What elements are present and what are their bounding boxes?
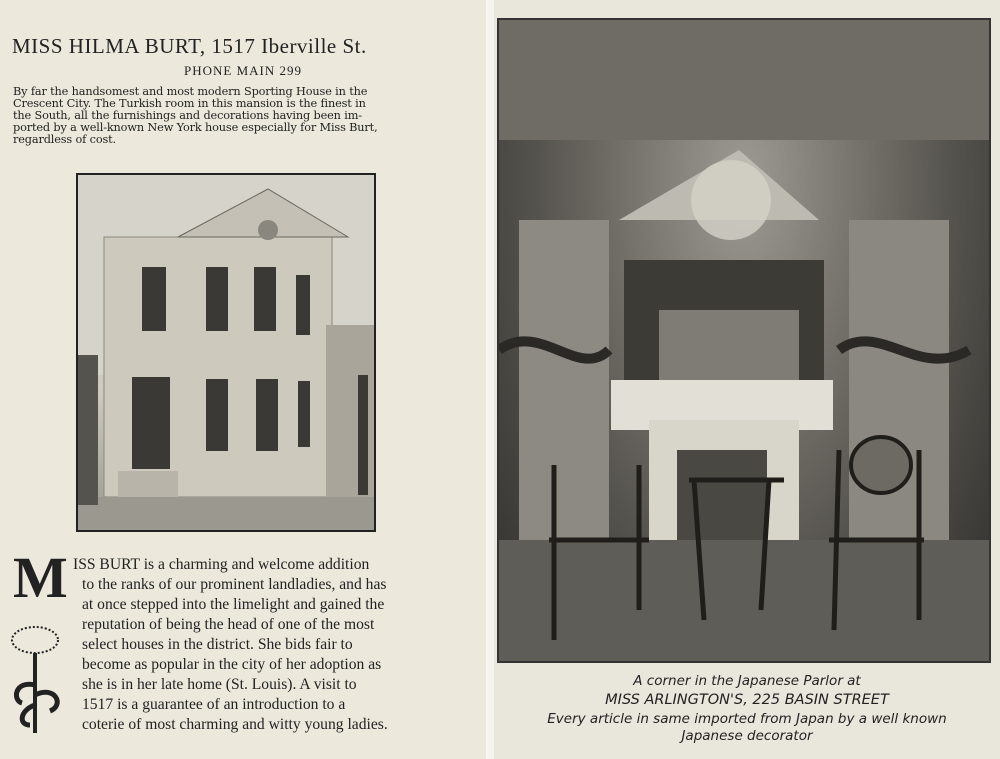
- intro-line: Crescent City. The Turkish room in this mansion is the finest in: [13, 97, 366, 110]
- intro-line: By far the handsomest and most modern Sporting House in the: [13, 85, 368, 98]
- body-line: she is in her late home (St. Louis). A visit to: [82, 676, 357, 693]
- body-line: select houses in the district. She bids fair to: [82, 636, 353, 653]
- body-line: 1517 is a guarantee of an introduction to a: [82, 696, 346, 713]
- body-line: ISS BURT is a charming and welcome addition: [73, 556, 370, 573]
- intro-line: regardless of cost.: [13, 133, 116, 146]
- body-line: to the ranks of our prominent landladies, and has: [82, 576, 387, 593]
- flower-ornament-icon: [10, 625, 70, 739]
- body-line: at once stepped into the limelight and gained the: [82, 596, 385, 613]
- house-photo: [76, 173, 376, 532]
- body-line: coterie of most charming and witty young ladies.: [82, 716, 388, 733]
- right-page: [494, 0, 1000, 759]
- caption-line: A corner in the Japanese Parlor at: [633, 673, 861, 689]
- left-page: [0, 0, 486, 759]
- intro-line: the South, all the furnishings and decorations having been im-: [13, 109, 362, 122]
- caption-line: Every article in same imported from Japan by a well known: [547, 711, 947, 727]
- body-line: reputation of being the head of one of the most: [82, 616, 375, 633]
- intro-line: ported by a well-known New York house especially for Miss Burt,: [13, 121, 378, 134]
- caption-line: MISS ARLINGTON'S, 225 BASIN STREET: [605, 692, 889, 708]
- page-title: MISS HILMA BURT, 1517 Iberville St.: [12, 34, 367, 58]
- drop-cap: M: [13, 545, 68, 610]
- caption-line: Japanese decorator: [681, 728, 813, 744]
- parlor-photo: [497, 18, 991, 663]
- body-line: become as popular in the city of her adoption as: [82, 656, 382, 673]
- phone-number: PHONE MAIN 299: [184, 63, 302, 78]
